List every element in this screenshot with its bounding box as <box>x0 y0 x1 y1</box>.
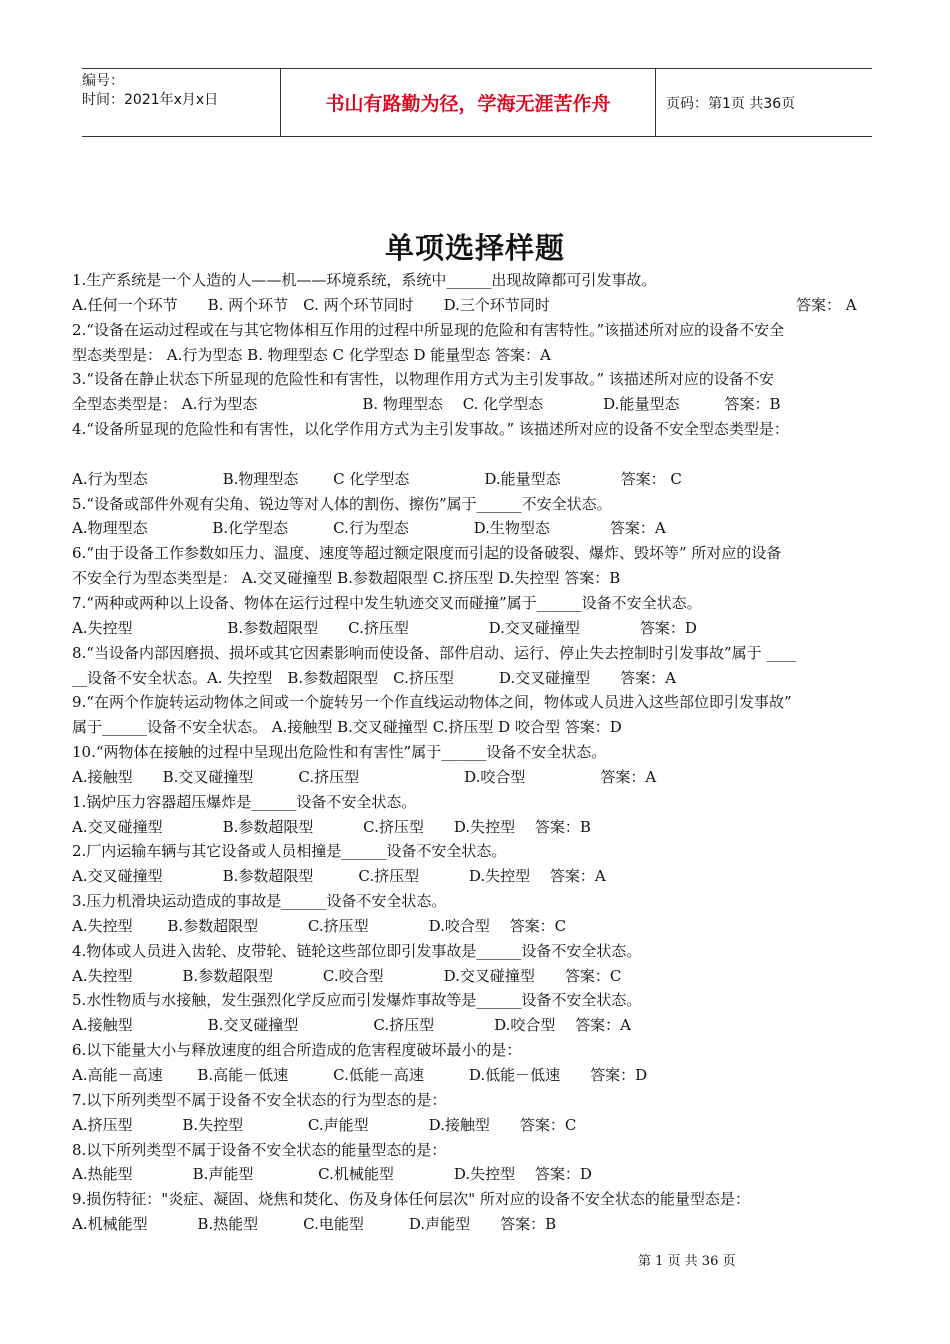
question-line: 3.“设备在静止状态下所显现的危险性和有害性，以物理作用方式为主引发事故。” 该描述所对应的设备不安 <box>72 370 774 389</box>
question-line: 5.水性物质与水接触，发生强烈化学反应而引发爆炸事故等是______设备不安全状态。 <box>72 991 642 1010</box>
page-header <box>82 68 872 137</box>
question-line: 全型态类型是： A.行为型态 B. 物理型态 C. 化学型态 D.能量型态 答案：B <box>72 395 781 414</box>
question-line: 型态类型是： A.行为型态 B. 物理型态 C 化学型态 D 能量型态 答案：A <box>72 345 551 364</box>
question-line: A.交叉碰撞型 B.参数超限型 C.挤压型 D.失控型 答案：A <box>72 867 606 886</box>
question-line: 7.“两种或两种以上设备、物体在运行过程中发生轨迹交叉而碰撞”属于______设备不安全状态。 <box>72 593 702 612</box>
document-title: 单项选择样题 <box>384 231 565 265</box>
question-line: A.物理型态 B.化学型态 C.行为型态 D.生物型态 答案：A <box>72 519 666 538</box>
question-line: 6.以下能量大小与释放速度的组合所造成的危害程度破坏最小的是： <box>72 1041 522 1060</box>
date-line: 时间：2021年x月x日 <box>82 92 219 108</box>
question-line: 4.“设备所显现的危险性和有害性，以化学作用方式为主引发事故。” 该描述所对应的设备不安全型态类型是： <box>72 420 789 439</box>
question-line: 1.锅炉压力容器超压爆炸是______设备不安全状态。 <box>72 792 417 811</box>
question-line: 不安全行为型态类型是： A.交叉碰撞型 B.参数超限型 C.挤压型 D.失控型 答案：B <box>72 569 621 588</box>
question-line: A.失控型 B.参数超限型 C.挤压型 D.咬合型 答案：C <box>72 916 567 935</box>
question-line: A.交叉碰撞型 B.参数超限型 C.挤压型 D.失控型 答案：B <box>72 817 591 836</box>
question-line: 9.“在两个作旋转运动物体之间或一个旋转另一个作直线运动物体之间，物体或人员进入这些部位即引发事故” <box>72 693 792 712</box>
header-motto: 书山有路勤为径，学海无涯苦作舟 <box>280 69 656 136</box>
question-line: 1.生产系统是一个人造的人——机——环境系统，系统中______出现故障都可引发事故。 <box>72 271 657 289</box>
question-line: 8.以下所列类型不属于设备不安全状态的能量型态的是： <box>72 1140 447 1159</box>
line-text: A.任何一个环节 B. 两个环节 C. 两个环节同时 D.三个环节同时 <box>72 295 550 314</box>
question-line: A.热能型 B.声能型 C.机械能型 D.失控型 答案：D <box>72 1165 592 1184</box>
question-line: 8.“当设备内部因磨损、损坏或其它因素影响而使设备、部件启动、运行、停止失去控制时引发事故”属于 ____ <box>72 643 797 662</box>
question-line: 4.物体或人员进入齿轮、皮带轮、链轮这些部位即引发事故是______设备不安全状态。 <box>72 941 642 960</box>
question-line: A.行为型态 B.物理型态 C 化学型态 D.能量型态 答案： C <box>72 469 682 488</box>
header-page-info: 页码：第1页 共36页 <box>666 95 796 112</box>
header-left-cell <box>82 69 280 139</box>
question-line: 2.厂内运输车辆与其它设备或人员相撞是______设备不安全状态。 <box>72 842 507 861</box>
page-footer: 第 1 页 共 36 页 <box>638 1254 736 1269</box>
question-line: 3.压力机滑块运动造成的事故是______设备不安全状态。 <box>72 892 447 911</box>
question-line: 6.“由于设备工作参数如压力、温度、速度等超过额定限度而引起的设备破裂、爆炸、毁坏等” 所对应的设备 <box>72 544 782 563</box>
question-list <box>72 268 890 1237</box>
question-line: A.失控型 B.参数超限型 C.咬合型 D.交叉碰撞型 答案：C <box>72 966 622 985</box>
question-line: A.接触型 B.交叉碰撞型 C.挤压型 D.咬合型 答案：A <box>72 767 657 786</box>
question-line: 2.“设备在运动过程或在与其它物体相互作用的过程中所显现的危险和有害特性。”该描述所对应的设备不安全 <box>72 320 785 339</box>
question-line: 5.“设备或部件外观有尖角、锐边等对人体的割伤、擦伤”属于______不安全状态。 <box>72 494 612 513</box>
question-line: A.机械能型 B.热能型 C.电能型 D.声能型 答案：B <box>72 1215 557 1234</box>
question-line: A.接触型 B.交叉碰撞型 C.挤压型 D.咬合型 答案：A <box>72 1016 631 1035</box>
question-line: 10.“两物体在接触的过程中呈现出危险性和有害性”属于______设备不安全状态。 <box>72 743 607 762</box>
answer-text: 答案： A <box>796 295 857 314</box>
question-line: A.失控型 B.参数超限型 C.挤压型 D.交叉碰撞型 答案：D <box>72 618 697 637</box>
question-line: 9.损伤特征："炎症、凝固、烧焦和焚化、伤及身体任何层次" 所对应的设备不安全状态的能量型态是： <box>72 1190 750 1209</box>
question-line <box>72 293 890 318</box>
question-line: A.挤压型 B.失控型 C.声能型 D.接触型 答案：C <box>72 1115 577 1134</box>
serial-label: 编号： <box>82 73 124 89</box>
question-line: 属于______设备不安全状态。 A.接触型 B.交叉碰撞型 C.挤压型 D 咬合型 答案：D <box>72 718 622 737</box>
question-line: A.高能－高速 B.高能－低速 C.低能－高速 D.低能－低速 答案：D <box>72 1066 648 1084</box>
question-line <box>72 442 890 467</box>
question-line: 7.以下所列类型不属于设备不安全状态的行为型态的是： <box>72 1090 447 1109</box>
question-line: __设备不安全状态。A. 失控型 B.参数超限型 C.挤压型 D.交叉碰撞型 答案：A <box>72 668 676 687</box>
